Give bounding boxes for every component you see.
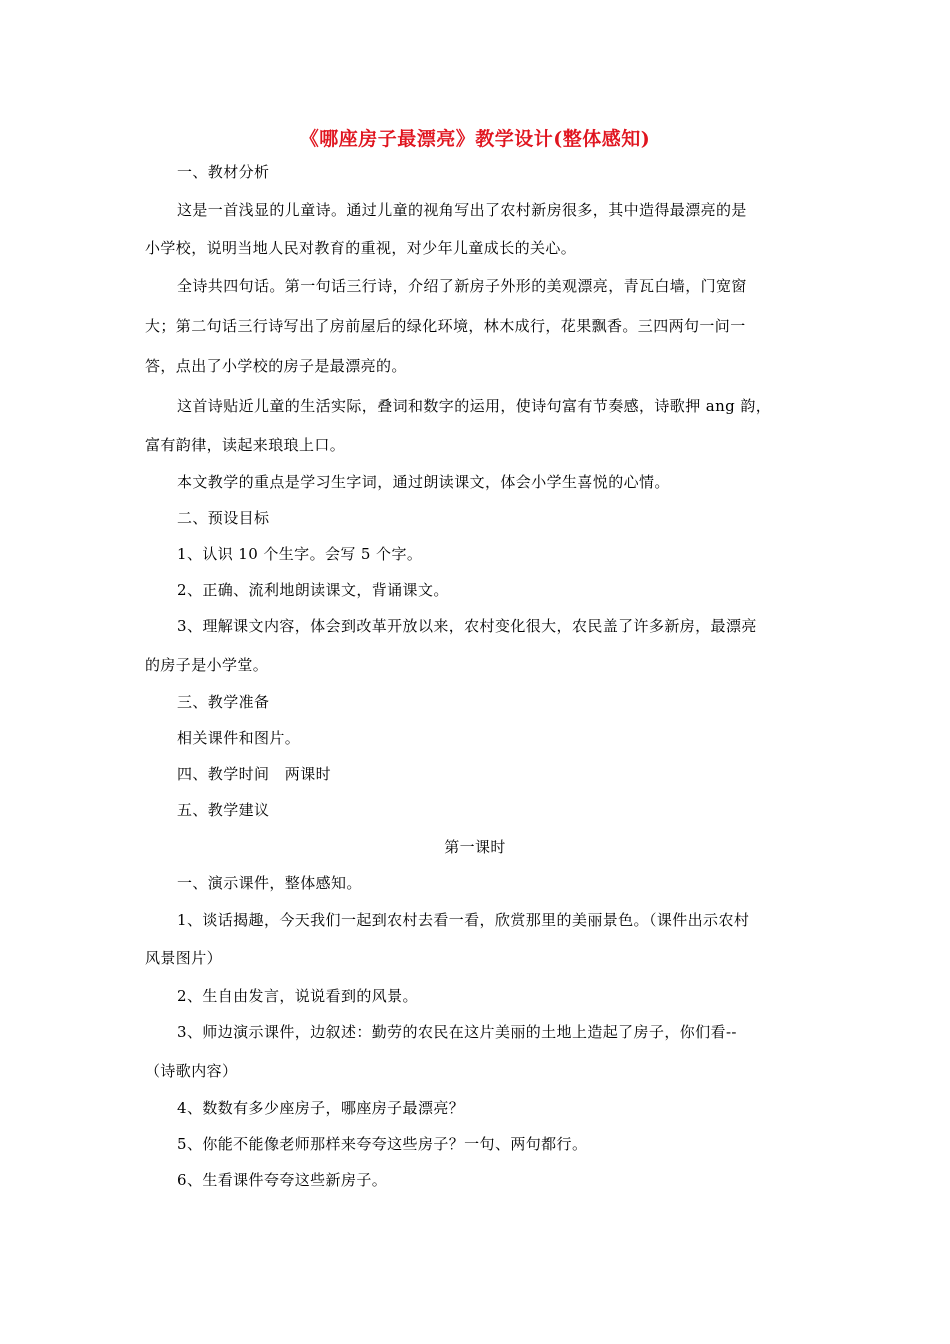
paragraph-line: 大；第二句话三行诗写出了房前屋后的绿化环境，林木成行，花果飘香。三四两句一问一 <box>145 317 746 335</box>
section-heading: 二、预设目标 <box>177 509 270 527</box>
document-title: 《哪座房子最漂亮》教学设计(整体感知) <box>299 128 651 150</box>
paragraph-line: 这首诗贴近儿童的生活实际，叠词和数字的运用，使诗句富有节奏感，诗歌押 ang 韵， <box>177 397 772 415</box>
section-heading: 一、演示课件，整体感知。 <box>177 874 362 892</box>
paragraph-line: 全诗共四句话。第一句话三行诗，介绍了新房子外形的美观漂亮，青瓦白墙，门宽窗 <box>177 277 747 295</box>
section-heading: 一、教材分析 <box>177 163 270 181</box>
list-item-continuation: 风景图片） <box>145 949 223 967</box>
list-item: 1、认识 10 个生字。会写 5 个字。 <box>177 545 423 563</box>
list-item: 5、你能不能像老师那样来夸夸这些房子？一句、两句都行。 <box>177 1135 588 1153</box>
paragraph-line: 小学校，说明当地人民对教育的重视，对少年儿童成长的关心。 <box>145 239 577 257</box>
list-item: 2、生自由发言，说说看到的风景。 <box>177 987 418 1005</box>
list-item-continuation: （诗歌内容） <box>145 1062 238 1080</box>
list-item-continuation: 的房子是小学堂。 <box>145 656 269 674</box>
list-item: 6、生看课件夸夸这些新房子。 <box>177 1171 388 1189</box>
section-heading: 四、教学时间 两课时 <box>177 765 332 783</box>
list-item: 3、理解课文内容，体会到改革开放以来，农村变化很大，农民盖了许多新房，最漂亮 <box>177 617 757 635</box>
list-item: 3、师边演示课件，边叙述：勤劳的农民在这片美丽的土地上造起了房子，你们看-- <box>177 1023 737 1041</box>
paragraph-line: 富有韵律，读起来琅琅上口。 <box>145 436 346 454</box>
paragraph-line: 这是一首浅显的儿童诗。通过儿童的视角写出了农村新房很多，其中造得最漂亮的是 <box>177 201 747 219</box>
section-heading: 三、教学准备 <box>177 693 270 711</box>
paragraph-line: 本文教学的重点是学习生字词，通过朗读课文，体会小学生喜悦的心情。 <box>177 473 670 491</box>
list-item: 2、正确、流利地朗读课文，背诵课文。 <box>177 581 449 599</box>
lesson-heading: 第一课时 <box>444 838 506 856</box>
paragraph-line: 相关课件和图片。 <box>177 729 301 747</box>
section-heading: 五、教学建议 <box>177 801 270 819</box>
list-item: 4、数数有多少座房子，哪座房子最漂亮？ <box>177 1099 465 1117</box>
list-item: 1、谈话揭趣，今天我们一起到农村去看一看，欣赏那里的美丽景色。（课件出示农村 <box>177 911 750 929</box>
paragraph-line: 答，点出了小学校的房子是最漂亮的。 <box>145 357 407 375</box>
